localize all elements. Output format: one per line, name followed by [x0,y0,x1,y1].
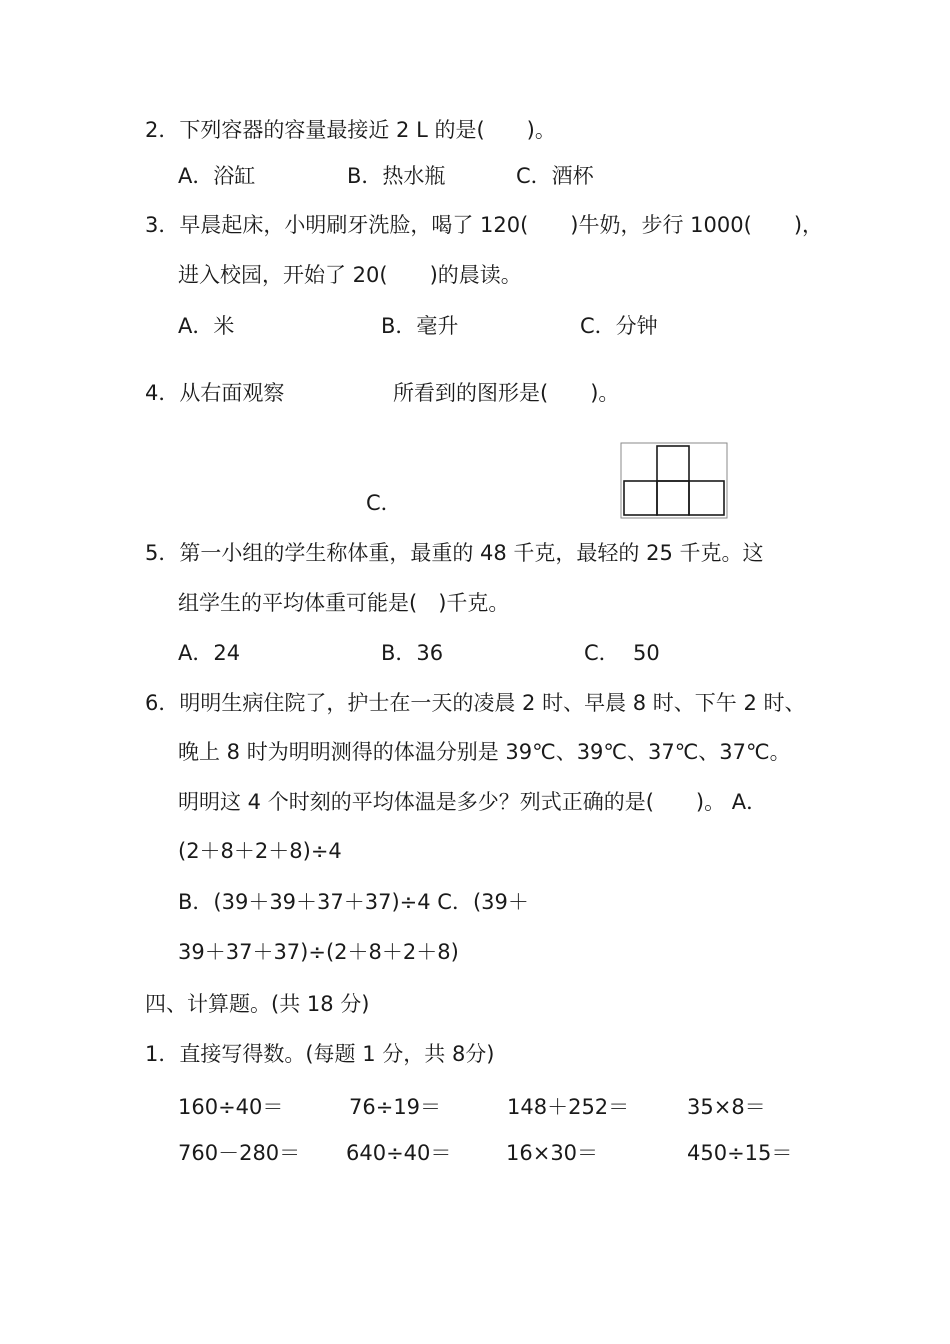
q6-option-c-expression: 39＋37＋37)÷(2＋8＋2＋8) [178,940,459,964]
q2-stem: 2．下列容器的容量最接近 2 L 的是( )。 [145,118,556,142]
q5-stem-line2: 组学生的平均体重可能是( )千克。 [178,591,510,615]
calc-item: 160÷40＝ [178,1095,284,1119]
q5-stem-line1: 5．第一小组的学生称体重，最重的 48 千克，最轻的 25 千克。这 [145,541,764,565]
q3-stem-line2: 进入校园，开始了 20( )的晨读。 [178,263,522,287]
q6-option-a-expression: (2＋8＋2＋8)÷4 [178,839,342,863]
q2-option-b: B．热水瓶 [347,164,446,188]
q6-stem-line1: 6．明明生病住院了，护士在一天的凌晨 2 时、早晨 8 时、下午 2 时、 [145,691,806,715]
calc-item: 16×30＝ [506,1141,599,1165]
calc-item: 640÷40＝ [346,1141,452,1165]
calc-item: 35×8＝ [687,1095,766,1119]
calc-item: 76÷19＝ [349,1095,442,1119]
q6-stem-line2: 晚上 8 时为明明测得的体温分别是 39℃、39℃、37℃、37℃。 [178,740,791,764]
q6-options-b-c: B．(39＋39＋37＋37)÷4 C．(39＋ [178,890,529,914]
q5-option-b: B．36 [381,641,444,665]
q3-option-c: C．分钟 [580,314,658,338]
q2-option-a: A．浴缸 [178,164,256,188]
calc-item: 450÷15＝ [687,1141,793,1165]
section4-title: 四、计算题。(共 18 分) [145,992,370,1016]
q6-stem-line3: 明明这 4 个时刻的平均体温是多少？列式正确的是( )。 A． [178,790,768,814]
q4-option-c: C． [366,491,402,515]
section4-q1-stem: 1．直接写得数。(每题 1 分，共 8分) [145,1042,495,1066]
q4-shape-figure [620,442,730,520]
q3-option-a: A．米 [178,314,235,338]
q2-option-c: C．酒杯 [516,164,594,188]
calc-item: 760－280＝ [178,1141,301,1165]
q4-stem-part2: 所看到的图形是( )。 [393,381,620,405]
q3-stem-line1: 3．早晨起床，小明刷牙洗脸，喝了 120( )牛奶，步行 1000( )， [145,213,824,237]
calc-item: 148＋252＝ [507,1095,630,1119]
q5-option-c: C． 50 [584,641,660,665]
q3-option-b: B．毫升 [381,314,459,338]
q5-option-a: A．24 [178,641,241,665]
q4-stem-part1: 4．从右面观察 [145,381,285,405]
